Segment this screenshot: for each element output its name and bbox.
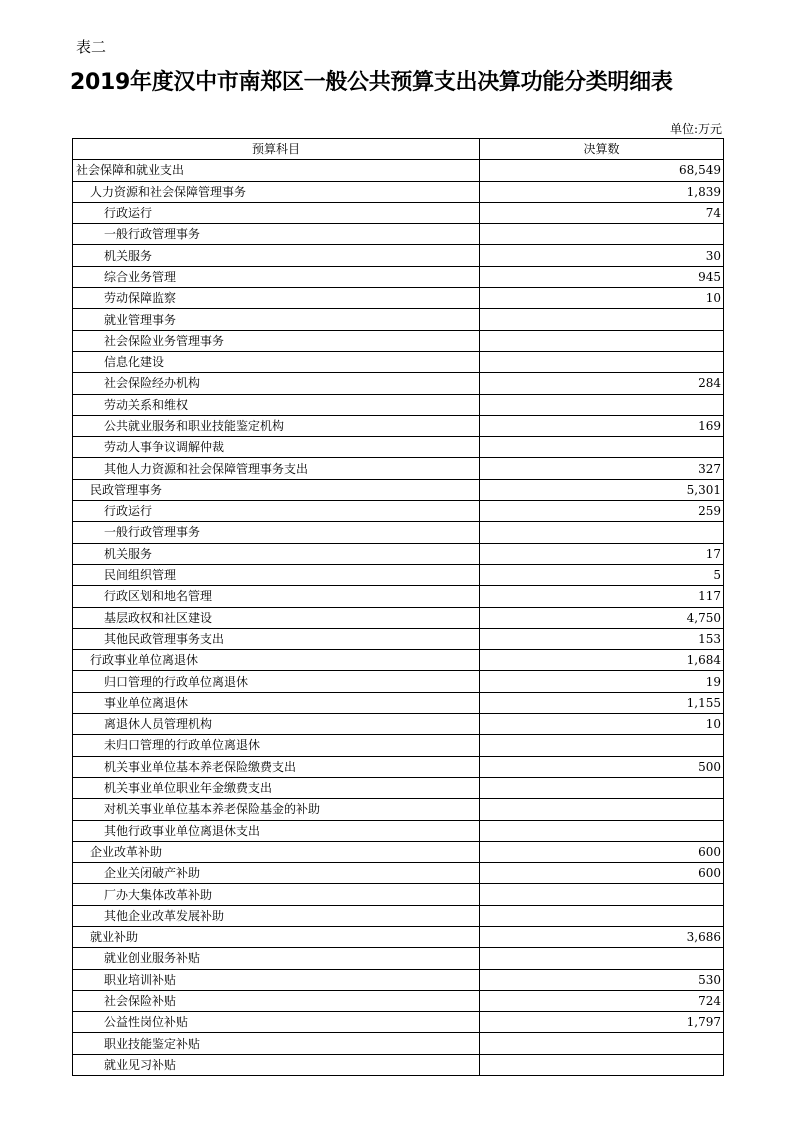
row-subject: 机关服务 (73, 245, 480, 266)
row-amount: 4,750 (480, 607, 724, 628)
row-amount: 74 (480, 202, 724, 223)
row-amount: 1,797 (480, 1012, 724, 1033)
row-subject: 民政管理事务 (73, 479, 480, 500)
row-amount (480, 309, 724, 330)
row-amount (480, 1054, 724, 1075)
table-row (73, 266, 724, 287)
row-amount: 600 (480, 863, 724, 884)
row-subject: 其他民政管理事务支出 (73, 628, 480, 649)
row-amount (480, 394, 724, 415)
row-subject: 职业技能鉴定补贴 (73, 1033, 480, 1054)
row-subject: 劳动人事争议调解仲裁 (73, 437, 480, 458)
expenditure-table (72, 138, 724, 1076)
table-row (73, 160, 724, 181)
row-amount: 1,155 (480, 692, 724, 713)
table-row (73, 522, 724, 543)
row-amount: 600 (480, 841, 724, 862)
row-subject: 厂办大集体改革补助 (73, 884, 480, 905)
row-amount: 153 (480, 628, 724, 649)
table-row (73, 735, 724, 756)
page-title: 2019年度汉中市南郑区一般公共预算支出决算功能分类明细表 (70, 70, 673, 95)
row-subject: 一般行政管理事务 (73, 522, 480, 543)
row-subject: 就业创业服务补贴 (73, 948, 480, 969)
row-subject: 机关事业单位职业年金缴费支出 (73, 777, 480, 798)
table-body (73, 160, 724, 1076)
table-row (73, 373, 724, 394)
row-subject: 就业见习补贴 (73, 1054, 480, 1075)
table-row (73, 501, 724, 522)
row-amount (480, 948, 724, 969)
row-subject: 社会保险经办机构 (73, 373, 480, 394)
table-row (73, 884, 724, 905)
table-row (73, 437, 724, 458)
row-subject: 基层政权和社区建设 (73, 607, 480, 628)
row-amount: 10 (480, 714, 724, 735)
row-subject: 就业补助 (73, 926, 480, 947)
row-subject: 行政事业单位离退休 (73, 650, 480, 671)
table-row (73, 564, 724, 585)
row-subject: 信息化建设 (73, 351, 480, 372)
row-amount: 10 (480, 288, 724, 309)
table-row (73, 415, 724, 436)
row-subject: 离退休人员管理机构 (73, 714, 480, 735)
table-row (73, 799, 724, 820)
row-amount: 724 (480, 990, 724, 1011)
row-amount: 1,839 (480, 181, 724, 202)
row-amount: 945 (480, 266, 724, 287)
table-row (73, 777, 724, 798)
row-subject: 公益性岗位补贴 (73, 1012, 480, 1033)
row-subject: 事业单位离退休 (73, 692, 480, 713)
table-row (73, 224, 724, 245)
row-amount: 169 (480, 415, 724, 436)
row-subject: 人力资源和社会保障管理事务 (73, 181, 480, 202)
table-row (73, 969, 724, 990)
table-row (73, 1033, 724, 1054)
row-subject: 劳动保障监察 (73, 288, 480, 309)
table-row (73, 671, 724, 692)
row-subject: 企业关闭破产补助 (73, 863, 480, 884)
table-row (73, 756, 724, 777)
document-label: 表二 (76, 38, 107, 56)
row-amount (480, 1033, 724, 1054)
row-amount: 68,549 (480, 160, 724, 181)
table-row (73, 330, 724, 351)
row-amount: 530 (480, 969, 724, 990)
row-subject: 其他人力资源和社会保障管理事务支出 (73, 458, 480, 479)
row-subject: 机关服务 (73, 543, 480, 564)
table-row (73, 1054, 724, 1075)
table-row (73, 607, 724, 628)
row-subject: 社会保险补贴 (73, 990, 480, 1011)
row-amount: 30 (480, 245, 724, 266)
row-amount (480, 351, 724, 372)
row-subject: 未归口管理的行政单位离退休 (73, 735, 480, 756)
table-row (73, 351, 724, 372)
row-subject: 综合业务管理 (73, 266, 480, 287)
row-amount: 5 (480, 564, 724, 585)
table-row (73, 905, 724, 926)
row-amount (480, 437, 724, 458)
row-subject: 公共就业服务和职业技能鉴定机构 (73, 415, 480, 436)
table-row (73, 628, 724, 649)
table-row (73, 245, 724, 266)
row-subject: 其他行政事业单位离退休支出 (73, 820, 480, 841)
table-row (73, 990, 724, 1011)
table-row (73, 309, 724, 330)
table-row (73, 820, 724, 841)
row-amount (480, 884, 724, 905)
table-row (73, 543, 724, 564)
row-amount: 284 (480, 373, 724, 394)
table-row (73, 692, 724, 713)
row-amount (480, 522, 724, 543)
row-amount: 3,686 (480, 926, 724, 947)
row-amount (480, 330, 724, 351)
row-amount (480, 735, 724, 756)
table-row (73, 394, 724, 415)
unit-label: 单位:万元 (669, 122, 722, 136)
row-subject: 劳动关系和维权 (73, 394, 480, 415)
row-amount: 19 (480, 671, 724, 692)
row-subject: 机关事业单位基本养老保险缴费支出 (73, 756, 480, 777)
row-amount (480, 799, 724, 820)
table-row (73, 458, 724, 479)
row-subject: 企业改革补助 (73, 841, 480, 862)
table-row (73, 650, 724, 671)
row-amount (480, 224, 724, 245)
row-subject: 一般行政管理事务 (73, 224, 480, 245)
table-row (73, 202, 724, 223)
table-row (73, 841, 724, 862)
row-amount: 5,301 (480, 479, 724, 500)
row-subject: 民间组织管理 (73, 564, 480, 585)
table-row (73, 181, 724, 202)
table-header-row (73, 139, 724, 160)
table-row (73, 948, 724, 969)
table-row (73, 288, 724, 309)
row-subject: 就业管理事务 (73, 309, 480, 330)
row-subject: 社会保险业务管理事务 (73, 330, 480, 351)
row-amount: 117 (480, 586, 724, 607)
row-amount (480, 820, 724, 841)
row-subject: 归口管理的行政单位离退休 (73, 671, 480, 692)
header-subject: 预算科目 (73, 139, 480, 160)
row-subject: 其他企业改革发展补助 (73, 905, 480, 926)
table-row (73, 1012, 724, 1033)
row-subject: 行政运行 (73, 501, 480, 522)
table-row (73, 863, 724, 884)
table-row (73, 479, 724, 500)
table-row (73, 714, 724, 735)
row-amount: 1,684 (480, 650, 724, 671)
row-amount: 327 (480, 458, 724, 479)
row-amount (480, 777, 724, 798)
row-subject: 行政运行 (73, 202, 480, 223)
row-subject: 对机关事业单位基本养老保险基金的补助 (73, 799, 480, 820)
row-subject: 行政区划和地名管理 (73, 586, 480, 607)
row-amount (480, 905, 724, 926)
row-amount: 17 (480, 543, 724, 564)
row-amount: 259 (480, 501, 724, 522)
header-amount: 决算数 (480, 139, 724, 160)
row-amount: 500 (480, 756, 724, 777)
table-row (73, 926, 724, 947)
table-row (73, 586, 724, 607)
row-subject: 社会保障和就业支出 (73, 160, 480, 181)
row-subject: 职业培训补贴 (73, 969, 480, 990)
